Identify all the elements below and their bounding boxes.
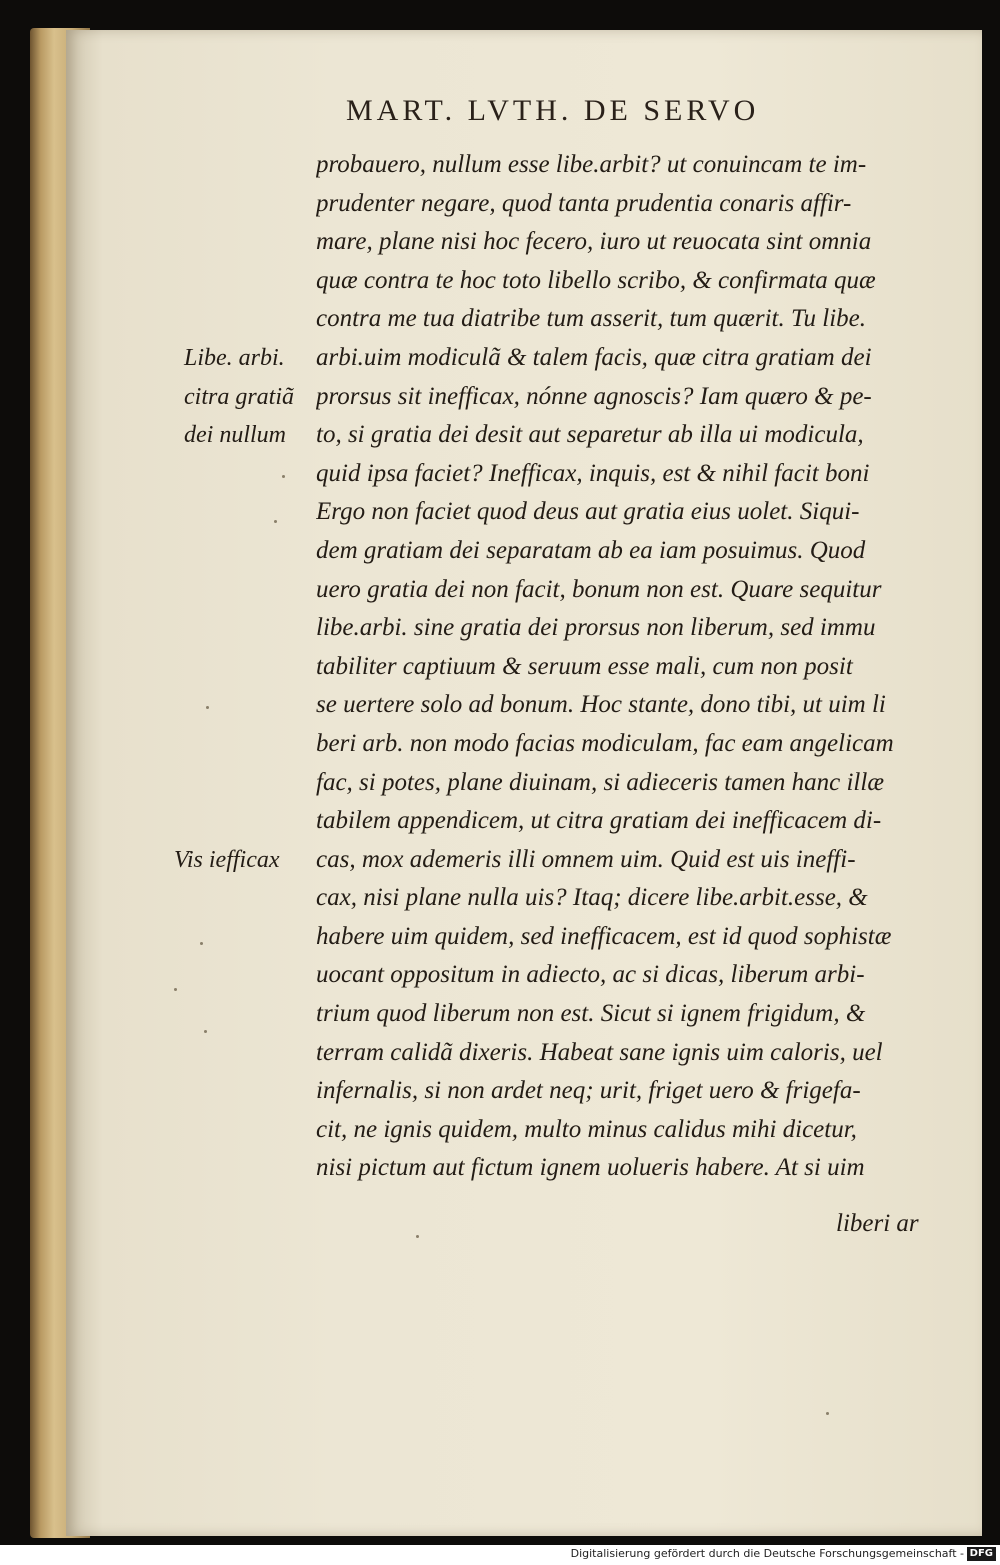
text-line: prorsus sit inefficax, nónne agnoscis? Iam quæro & pe- (316, 382, 872, 410)
paper-speck (206, 706, 209, 709)
text-line: libe.arbi. sine gratia dei prorsus non liberum, sed immu (316, 614, 876, 642)
text-line: probauero, nullum esse libe.arbit? ut conuincam te im- (316, 151, 867, 178)
digitization-footer (0, 1545, 1000, 1565)
text-line: beri arb. non modo facias modiculam, fac eam angelicam (316, 729, 894, 757)
marginal-note-line: Vis iefficax (174, 847, 280, 873)
text-line: arbi.uim modiculã & talem facis, quæ citra gratiam dei (316, 343, 872, 371)
text-line: habere uim quidem, sed inefficacem, est id quod sophistæ (316, 922, 892, 950)
text-line: prudenter negare, quod tanta prudentia conaris affir- (316, 189, 852, 217)
text-line: Ergo non faciet quod deus aut gratia eius uolet. Siqui- (316, 498, 860, 526)
text-line: se uertere solo ad bonum. Hoc stante, dono tibi, ut uim li (316, 691, 886, 719)
text-line: cit, ne ignis quidem, multo minus calidus mihi dicetur, (316, 1115, 857, 1143)
text-line: to, si gratia dei desit aut separetur ab illa ui modicula, (316, 421, 864, 449)
text-line: infernalis, si non ardet neq; urit, friget uero & frigefa- (316, 1077, 861, 1105)
text-line: terram calidã dixeris. Habeat sane ignis uim caloris, uel (316, 1038, 883, 1066)
text-line: quæ contra te hoc toto libello scribo, & confirmata quæ (316, 266, 876, 294)
paper-speck (282, 475, 285, 478)
funding-credit: Digitalisierung gefördert durch die Deutsche Forschungsgemeinschaft - (570, 1547, 964, 1560)
text-line: contra me tua diatribe tum asserit, tum quærit. Tu libe. (316, 305, 867, 333)
marginal-note-vis-iefficax (174, 841, 280, 880)
paper-speck (204, 1030, 207, 1033)
marginal-note-line: citra gratiã (184, 383, 295, 410)
text-line: tabiliter captiuum & seruum esse mali, cum non posit (316, 652, 853, 680)
book-page (66, 30, 982, 1536)
text-line: cas, mox ademeris illi omnem uim. Quid est uis ineffi- (316, 845, 856, 873)
text-line: uocant oppositum in adiecto, ac si dicas, liberum arbi- (316, 961, 865, 989)
marginal-note-line: Libe. arbi. (184, 345, 285, 371)
paper-speck (200, 942, 203, 945)
catchword: liberi ar (836, 1210, 919, 1237)
marginal-note-libe-arbi (184, 339, 294, 455)
text-line: quid ipsa faciet? Inefficax, inquis, est & nihil facit boni (316, 459, 870, 487)
text-line: fac, si potes, plane diuinam, si adieceris tamen hanc illæ (316, 768, 884, 796)
text-line: trium quod liberum non est. Sicut si ignem frigidum, & (316, 1000, 866, 1028)
marginal-note-line: dei nullum (184, 422, 286, 449)
text-line: uero gratia dei non facit, bonum non est. Quare sequitur (316, 575, 882, 603)
text-line: mare, plane nisi hoc fecero, iuro ut reuocata sint omnia (316, 228, 872, 256)
running-head: MART. LVTH. DE SERVO (346, 94, 760, 127)
text-line: cax, nisi plane nulla uis? Itaq; dicere libe.arbit.esse, & (316, 884, 868, 912)
paper-speck (174, 988, 177, 991)
dfg-logo: DFG (967, 1547, 996, 1561)
text-line: nisi pictum aut fictum ignem uolueris habere. At si uim (316, 1154, 865, 1182)
text-line: tabilem appendicem, ut citra gratiam dei inefficacem di- (316, 807, 882, 835)
paper-speck (826, 1412, 829, 1415)
body-text (316, 146, 946, 1188)
text-line: dem gratiam dei separatam ab ea iam posuimus. Quod (316, 536, 866, 564)
paper-speck (416, 1235, 419, 1238)
paper-speck (274, 520, 277, 523)
